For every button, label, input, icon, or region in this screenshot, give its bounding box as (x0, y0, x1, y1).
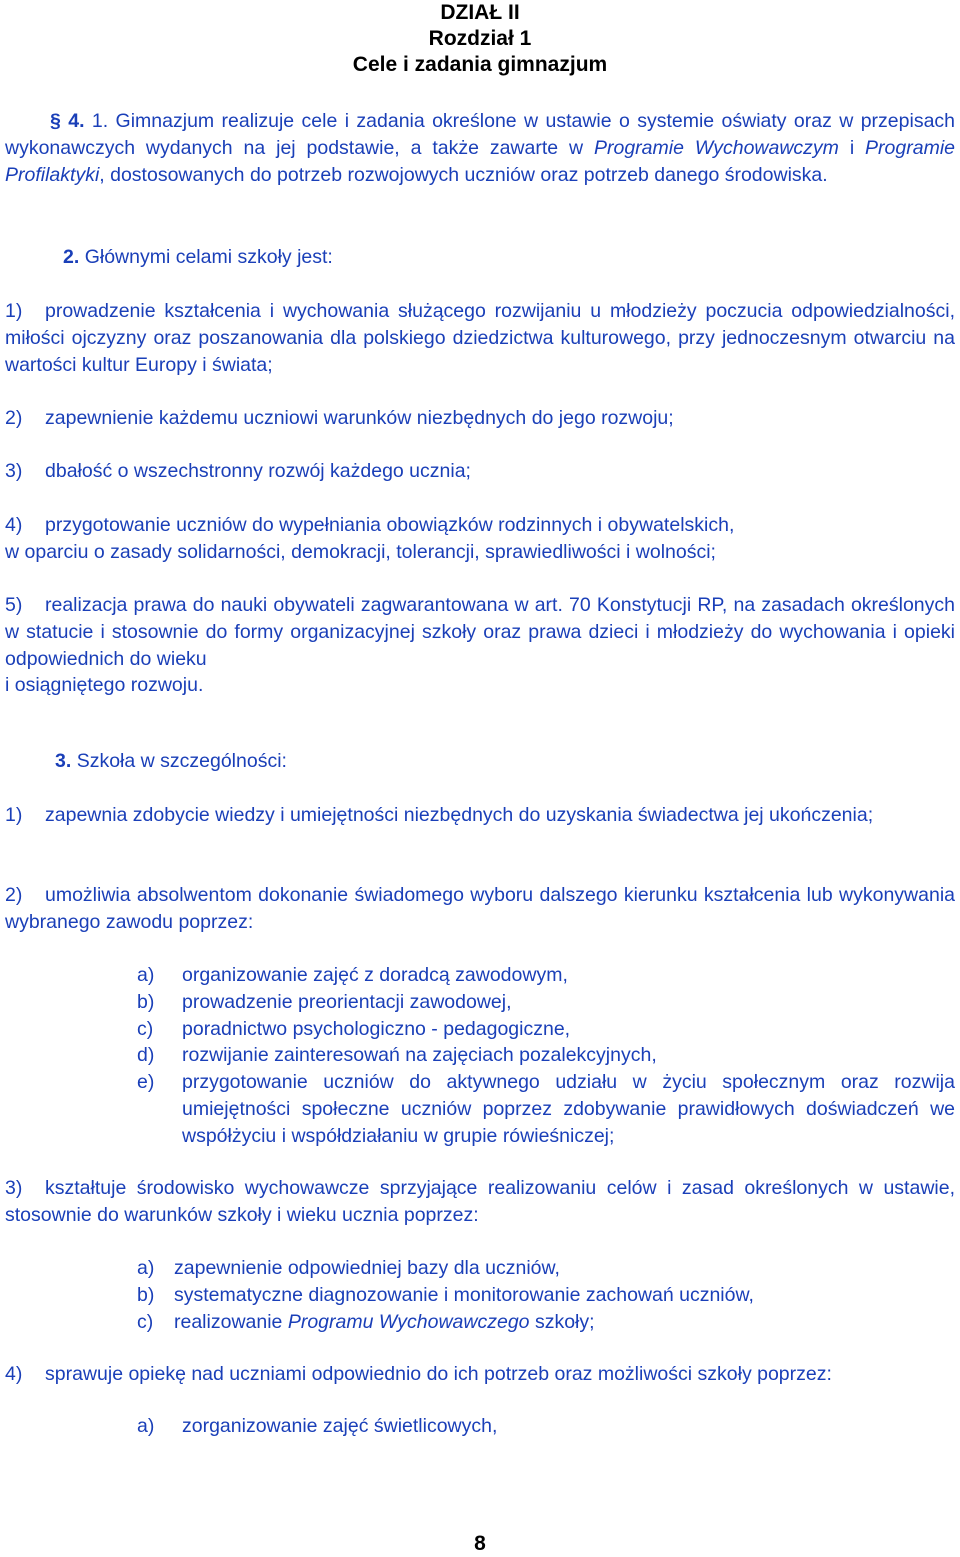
list-item: d) rozwijanie zainteresowań na zajęciach pozalekcyjnych, (137, 1044, 657, 1067)
section-marker: § 4. (50, 110, 85, 132)
list-item: a) zapewnienie odpowiedniej bazy dla uczniów, (137, 1257, 560, 1279)
page-number: 8 (474, 1532, 486, 1555)
paragraph-3-title: 3. Szkoła w szczególności: (55, 750, 287, 772)
list-item: b) prowadzenie preorientacji zawodowej, (137, 990, 512, 1013)
school-task-4-list (137, 1413, 955, 1440)
list-item: c) realizowanie Programu Wychowawczego szkoły; (137, 1310, 595, 1333)
school-task-3: 3) kształtuje środowisko wychowawcze sprzyjające realizowaniu celów i zasad określonych w ustawie, stosownie do warunków szkoły i wieku ucznia poprzez: (5, 1177, 955, 1226)
paragraph-4-1: § 4. 1. Gimnazjum realizuje cele i zadania określone w ustawie o systemie oświaty oraz w przepisach wykonawczych wydanych na jej podstawie, a także zawarte w Programie Wychowawczym i Programie Profilaktyki, dostosowanych do potrzeb rozwojowych uczniów oraz potrzeb danego środowiska. (5, 110, 956, 186)
list-item: a) zorganizowanie zajęć świetlicowych, (137, 1415, 498, 1437)
list-item: e) przygotowanie uczniów do aktywnego udziału w życiu społecznym oraz rozwija umiejętności społeczne uczniów poprzez zdobywanie prawidłowych doświadczeń we współżyciu i współdziałaniu w grupie rówieśniczej; (137, 1071, 955, 1147)
chapter-subtitle: Cele i zadania gimnazjum (352, 53, 608, 76)
goal-item-2: 2) zapewnienie każdemu uczniowi warunków niezbędnych do jego rozwoju; (5, 407, 674, 429)
goal-item-5: 5) realizacja prawa do nauki obywateli zagwarantowana w art. 70 Konstytucji RP, na zasadach określonych w statucie i stosownie do formy organizacyjnej szkoły oraz prawa dzieci i młodzieży do wychowania i opieki odpowiednich do wieku i osiągniętego rozwoju. (5, 594, 955, 697)
school-task-4: 4) sprawuje opiekę nad uczniami odpowiednio do ich potrzeb oraz możliwości szkoły poprzez: (5, 1363, 832, 1385)
school-task-2-list (137, 962, 955, 1150)
goal-item-4: 4) przygotowanie uczniów do wypełniania obowiązków rodzinnych i obywatelskich, w oparciu o zasady solidarności, demokracji, tolerancji, sprawiedliwości i wolności; (5, 514, 735, 563)
list-item: a) organizowanie zajęć z doradcą zawodowym, (137, 964, 568, 986)
school-task-2: 2) umożliwia absolwentom dokonanie świadomego wyboru dalszego kierunku kształcenia lub wykonywania wybranego zawodu poprzez: (5, 884, 955, 933)
goal-item-3: 3) dbałość o wszechstronny rozwój każdego ucznia; (5, 460, 471, 482)
section-title: DZIAŁ II (440, 1, 520, 24)
list-item: b) systematyczne diagnozowanie i monitorowanie zachowań uczniów, (137, 1283, 754, 1306)
list-item: c) poradnictwo psychologiczno - pedagogiczne, (137, 1017, 571, 1040)
school-task-1: 1) zapewnia zdobycie wiedzy i umiejętności niezbędnych do uzyskania świadectwa jej ukończenia; (5, 804, 874, 826)
school-task-3-list (137, 1255, 955, 1335)
goal-item-1: 1) prowadzenie kształcenia i wychowania służącego rozwijaniu u młodzieży poczucia odpowiedzialności, miłości ojczyzny oraz poszanowania dla polskiego dziedzictwa kulturowego, przy jednoczesnym otwarciu na wartości kultur Europy i świata; (5, 300, 955, 376)
chapter-title: Rozdział 1 (428, 27, 532, 50)
paragraph-2-title: 2. Głównymi celami szkoły jest: (63, 246, 333, 268)
